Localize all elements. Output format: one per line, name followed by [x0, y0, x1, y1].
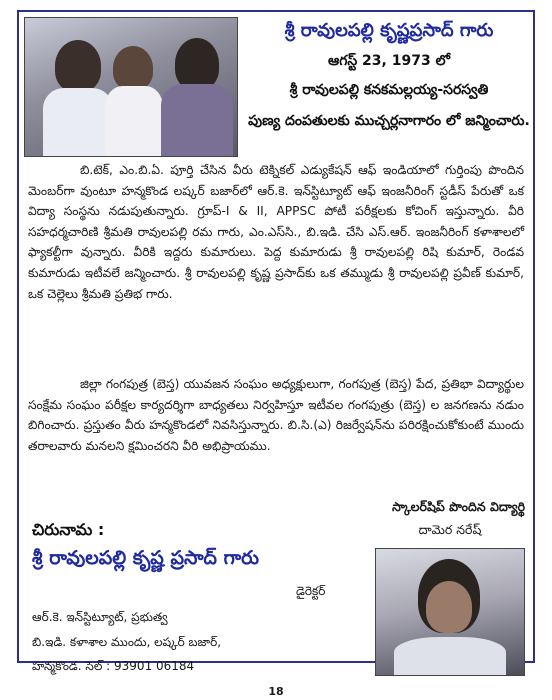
address-line-1: ఆర్.కె. ఇన్‌స్టిట్యూట్, ప్రభుత్వ — [32, 610, 168, 624]
designation: డైరెక్టర్ — [296, 584, 326, 598]
profile-name-title: శ్రీ రావులపల్లి కృష్ణప్రసాద్ గారు — [284, 20, 494, 41]
address-line-3: హన్మకొండ. సెల్ : 93901 06184 — [32, 659, 195, 673]
address-line-2: బి.ఇడి. కళాశాల ముందు, లష్కర్ బజార్, — [32, 635, 222, 649]
birthplace-line: పుణ్య దంపతులకు ముచ్చర్లనాగారం లో జన్మించారు. — [248, 113, 530, 129]
address-heading: చిరునామ : — [32, 520, 105, 539]
scholarship-label: స్కాలర్‌షిప్ పొందిన విద్యార్థి — [392, 499, 525, 514]
student-photo — [375, 548, 525, 676]
page-number: 18 — [268, 685, 284, 698]
parents-line: శ్రీ రావులపల్లి కనకమల్లయ్య-సరస్వతి — [289, 82, 489, 98]
biography-paragraph-2: జిల్లా గంగపుత్ర (బెస్త) యువజన సంఘం అధ్యక్షులుగా, గంగపుత్ర (బెస్త) పేద, ప్రతిభా విద్యార్థుల సంక్షేమ సంఘం పరీక్షల కార్యదర్శిగా బాధ్యతలు నిర్వహిస్తూ ఇటీవల గంగపుత్రు (బెస్త) ల జనగణను నడుం బిగించారు. ప్రస్తుతం వీరు హన్మకొండలో నివసిస్తున్నారు. బి.సి.(ఎ) రిజర్వేషన్‌ను పరిరక్షించుకోకుంటే ముందు తరాలవారు మనలని క్షమించరని వీరి అభిప్రాయము. — [28, 377, 524, 453]
biography-paragraph-1: బి.టెక్, ఎం.బి.ఏ. పూర్తి చేసిన వీరు టెక్నికల్ ఎడ్యుకేషన్ ఆఫ్ ఇండియాలో గుర్తింపు పొందిన మెంబర్‌గా వుంటూ హన్మకొండ లష్కర్ బజార్‌లో ఆర్.కె. ఇన్‌స్టిట్యూట్ ఆఫ్ ఇంజనీరింగ్ స్టడీస్ పేరుతో ఒక విద్యా సంస్థను నడుపుతున్నారు. గ్రూప్-I & II, APPSC పోటీ పరీక్షలకు కోచింగ్ ఇస్తున్నారు. వీరి సహధర్మచారిణి శ్రీమతి రావులపల్లి రమ గారు, ఎం.ఎస్‌సి., బి.ఇడి. చేసి ఎస్.ఆర్. ఇంజనీరింగ్ కళాశాలలో ఫ్యాకల్టీగా వున్నారు. వీరికి ఇద్దరు కుమారులు. పెద్ద కుమారుడు శ్రీ రావులపల్లి రిషి కుమార్, రెండవ కుమారుడు ఇటీవలే జన్మించారు. శ్రీ రావులపల్లి కృష్ణ ప్రసాద్‌కు ఒక తమ్ముడు శ్రీ రావులపల్లి ప్రవీణ్ కుమార్, ఒక చెల్లెలు శ్రీమతి ప్రతిభ గారు. — [28, 163, 524, 301]
address-name: శ్రీ రావులపల్లి కృష్ణ ప్రసాద్ గారు — [32, 547, 259, 569]
family-photo — [24, 17, 238, 157]
student-name: దామెర నరేష్ — [418, 522, 482, 537]
birth-date: ఆగస్ట్ 23, 1973 లో — [328, 53, 450, 69]
